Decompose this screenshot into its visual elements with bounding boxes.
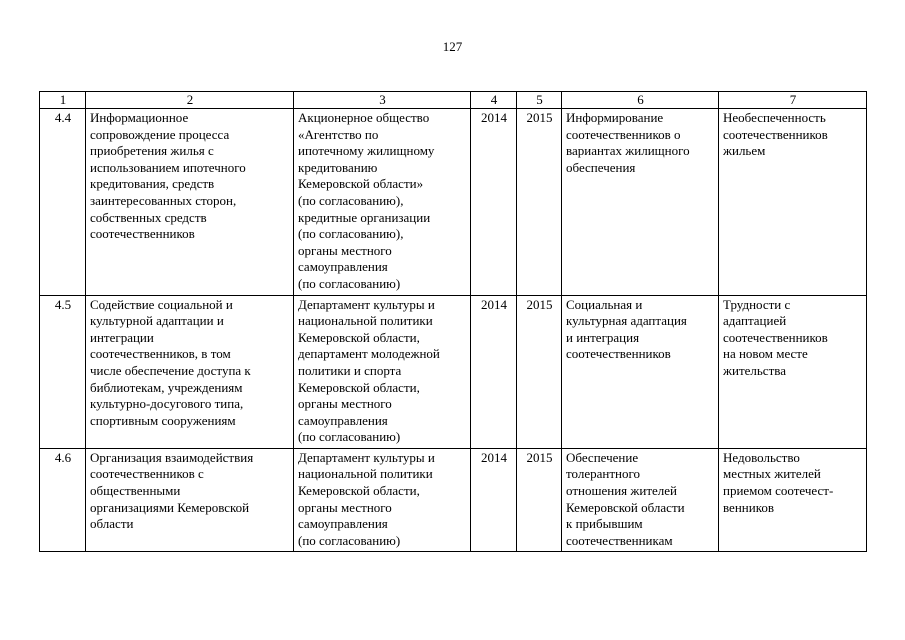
- risk-cell: [719, 448, 867, 552]
- cell-text-line: органы местного: [298, 242, 392, 258]
- measure-cell: [86, 109, 294, 296]
- measures-table: [39, 91, 867, 552]
- cell-text-line: соотечественников: [566, 346, 671, 362]
- cell-text-line: организациями Кемеровской: [90, 499, 250, 515]
- cell-text-line: толерантного: [566, 466, 640, 482]
- cell-text-line: Необеспеченность: [723, 110, 826, 125]
- start-year-cell: 2014: [471, 109, 517, 296]
- cell-text-line: Информирование: [566, 110, 664, 125]
- cell-text-line: органы местного: [298, 499, 392, 515]
- item-number-cell: 4.4: [40, 109, 86, 296]
- cell-text-line: «Агентство по: [298, 126, 379, 142]
- cell-text-line: департамент молодежной: [298, 346, 440, 362]
- cell-text-line: культурно-досугового типа,: [90, 396, 244, 412]
- result-cell: [562, 448, 719, 552]
- cell-text-line: Обеспечение: [566, 449, 639, 465]
- cell-text-line: Кемеровской области»: [298, 176, 424, 192]
- executor-cell: [294, 109, 471, 296]
- cell-text-line: Недовольство: [723, 449, 800, 465]
- cell-text-line: Департамент культуры и: [298, 449, 435, 465]
- cell-text-line: национальной политики: [298, 313, 433, 329]
- end-year-cell: 2015: [517, 295, 562, 448]
- column-header: 4: [471, 92, 517, 109]
- cell-text-line: (по согласованию),: [298, 226, 404, 242]
- cell-text-line: соотечественников с: [90, 466, 204, 482]
- cell-text-line: национальной политики: [298, 466, 433, 482]
- result-cell: [562, 295, 719, 448]
- cell-text-line: соотечественников: [90, 226, 195, 242]
- start-year-cell: 2014: [471, 448, 517, 552]
- result-cell: [562, 109, 719, 296]
- column-header: 5: [517, 92, 562, 109]
- cell-text-line: Социальная и: [566, 296, 643, 312]
- cell-text-line: кредитные организации: [298, 209, 431, 225]
- cell-text-line: числе обеспечение доступа к: [90, 362, 251, 378]
- item-number-cell: 4.6: [40, 448, 86, 552]
- cell-text-line: соотечественникам: [566, 532, 673, 548]
- cell-text-line: Трудности с: [723, 296, 791, 312]
- cell-text-line: соотечественников: [723, 329, 828, 345]
- cell-text-line: обеспечения: [566, 159, 636, 175]
- cell-text-line: сопровождение процесса: [90, 126, 230, 142]
- cell-text-line: приемом соотечест-: [723, 483, 834, 499]
- cell-text-line: жильем: [723, 143, 766, 159]
- cell-text-line: Акционерное общество: [298, 110, 430, 125]
- cell-text-line: общественными: [90, 483, 181, 499]
- cell-text-line: адаптацией: [723, 313, 787, 329]
- cell-text-line: к прибывшим: [566, 516, 643, 532]
- end-year-cell: 2015: [517, 109, 562, 296]
- start-year-cell: 2014: [471, 295, 517, 448]
- cell-text-line: библиотекам, учреждениям: [90, 379, 243, 395]
- cell-text-line: собственных средств: [90, 209, 207, 225]
- cell-text-line: культурной адаптации и: [90, 313, 224, 329]
- cell-text-line: самоуправления: [298, 412, 388, 428]
- cell-text-line: на новом месте: [723, 346, 808, 362]
- cell-text-line: соотечественников: [723, 126, 828, 142]
- cell-text-line: Кемеровской области,: [298, 379, 420, 395]
- cell-text-line: (по согласованию): [298, 429, 401, 445]
- cell-text-line: (по согласованию): [298, 275, 401, 291]
- column-header: 2: [86, 92, 294, 109]
- cell-text-line: кредитования, средств: [90, 176, 215, 192]
- cell-text-line: Департамент культуры и: [298, 296, 435, 312]
- cell-text-line: самоуправления: [298, 516, 388, 532]
- cell-text-line: области: [90, 516, 134, 532]
- cell-text-line: Содействие социальной и: [90, 296, 233, 312]
- cell-text-line: (по согласованию): [298, 532, 401, 548]
- cell-text-line: кредитованию: [298, 159, 378, 175]
- end-year-cell: 2015: [517, 448, 562, 552]
- executor-cell: [294, 448, 471, 552]
- cell-text-line: использованием ипотечного: [90, 159, 246, 175]
- cell-text-line: Организация взаимодействия: [90, 449, 254, 465]
- cell-text-line: органы местного: [298, 396, 392, 412]
- cell-text-line: Кемеровской области,: [298, 329, 420, 345]
- table-row: [40, 448, 867, 552]
- table-header-row: [40, 92, 867, 109]
- cell-text-line: местных жителей: [723, 466, 821, 482]
- executor-cell: [294, 295, 471, 448]
- column-header: 6: [562, 92, 719, 109]
- column-header: 1: [40, 92, 86, 109]
- table-row: [40, 295, 867, 448]
- cell-text-line: вариантах жилищного: [566, 143, 690, 159]
- cell-text-line: Кемеровской области: [566, 499, 685, 515]
- cell-text-line: спортивным сооружениям: [90, 412, 236, 428]
- cell-text-line: соотечественников, в том: [90, 346, 231, 362]
- cell-text-line: (по согласованию),: [298, 192, 404, 208]
- table-row: [40, 109, 867, 296]
- risk-cell: [719, 295, 867, 448]
- cell-text-line: культурная адаптация: [566, 313, 687, 329]
- cell-text-line: интеграции: [90, 329, 154, 345]
- cell-text-line: отношения жителей: [566, 483, 677, 499]
- cell-text-line: приобретения жилья с: [90, 143, 214, 159]
- cell-text-line: и интеграция: [566, 329, 640, 345]
- column-header: 3: [294, 92, 471, 109]
- measure-cell: [86, 295, 294, 448]
- column-header: 7: [719, 92, 867, 109]
- page-number: 127: [442, 39, 463, 54]
- cell-text-line: ипотечному жилищному: [298, 143, 435, 159]
- cell-text-line: заинтересованных сторон,: [90, 192, 237, 208]
- cell-text-line: Кемеровской области,: [298, 483, 420, 499]
- cell-text-line: соотечественников о: [566, 126, 681, 142]
- cell-text-line: венников: [723, 499, 774, 515]
- item-number-cell: 4.5: [40, 295, 86, 448]
- cell-text-line: самоуправления: [298, 259, 388, 275]
- cell-text-line: жительства: [723, 362, 786, 378]
- measure-cell: [86, 448, 294, 552]
- cell-text-line: политики и спорта: [298, 362, 402, 378]
- risk-cell: [719, 109, 867, 296]
- cell-text-line: Информационное: [90, 110, 189, 125]
